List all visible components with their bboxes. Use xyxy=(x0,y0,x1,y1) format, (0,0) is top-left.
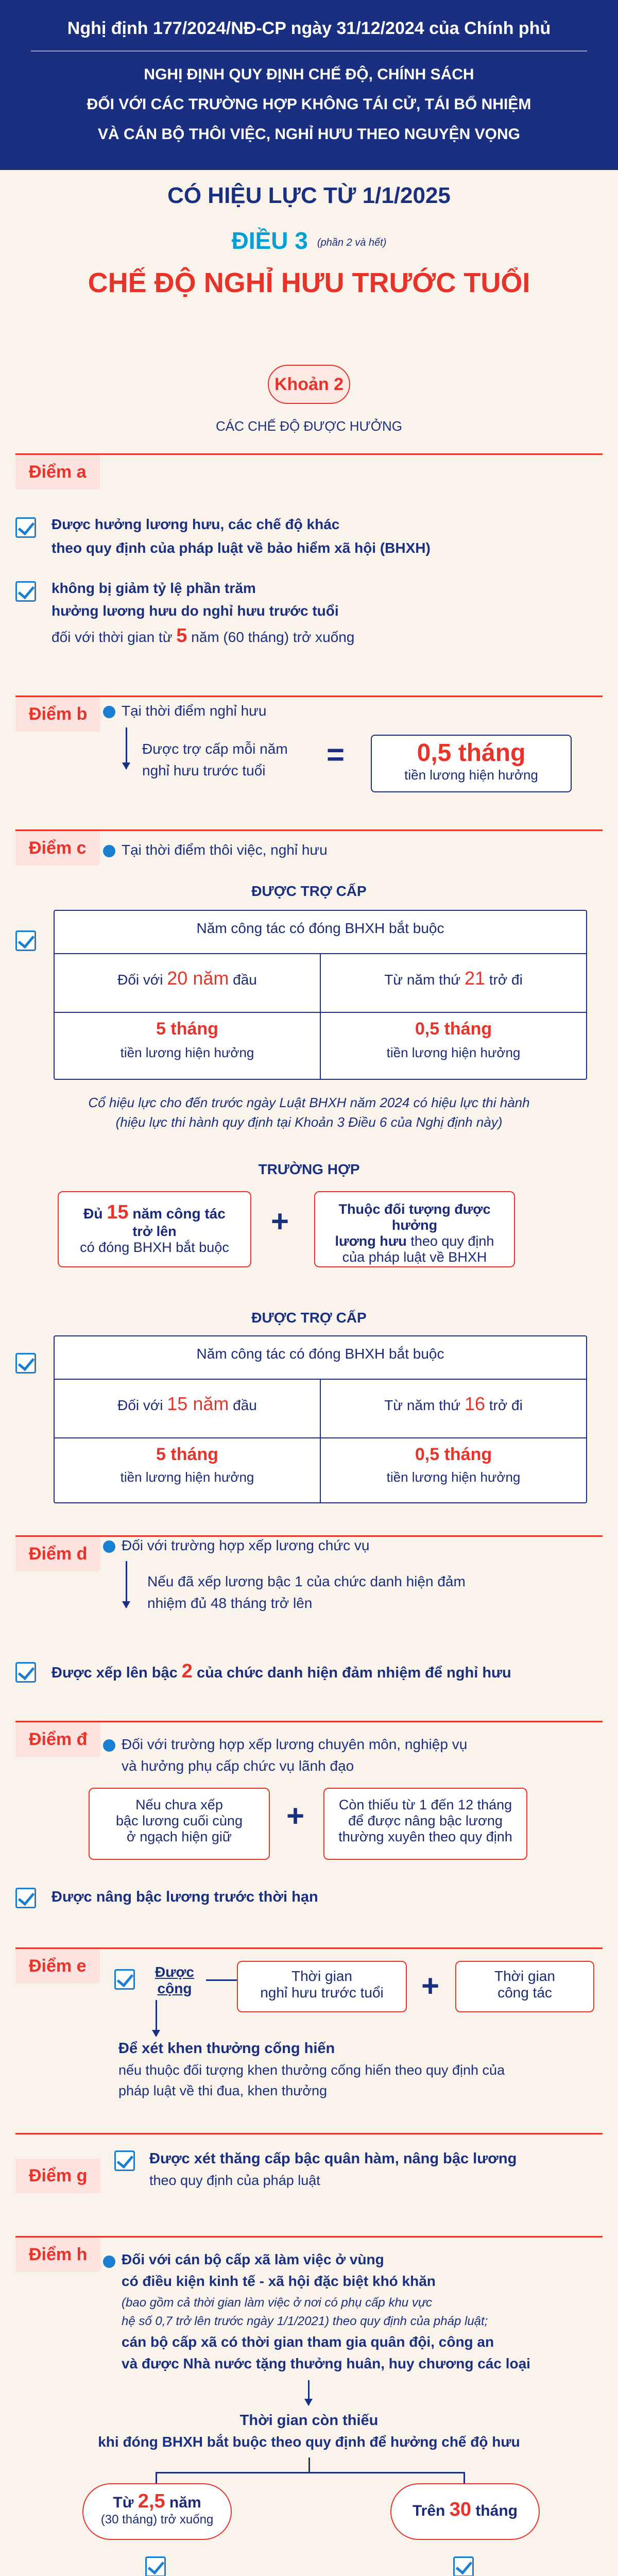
h-oval-r xyxy=(391,2499,539,2521)
c-t1-head: Năm công tác có đóng BHXH bắt buộc xyxy=(196,920,444,936)
plus-sign: + xyxy=(271,1204,289,1239)
c-case-title: TRƯỜNG HỢP xyxy=(258,1161,360,1177)
c-t1-right xyxy=(321,968,586,989)
c-t1-r-post: trở đi xyxy=(485,972,523,988)
c-case-r3: của pháp luật về BHXH xyxy=(342,1249,487,1265)
check-icon xyxy=(15,930,36,951)
a-item2c xyxy=(52,626,354,647)
h-oval-l1 xyxy=(83,2490,231,2513)
c-case-r2 xyxy=(315,1233,514,1249)
h-oval-l2: (30 tháng) trở xuống xyxy=(100,2513,214,2527)
bullet-icon xyxy=(103,1540,115,1553)
khoan-subtitle: CÁC CHẾ ĐỘ ĐƯỢC HƯỞNG xyxy=(215,418,402,434)
c-table-1 xyxy=(54,910,587,1080)
c-t2-left-val: 5 tháng xyxy=(156,1445,218,1464)
e-t2: nghỉ hưu trước tuổi xyxy=(260,1985,384,2001)
h-mid1: Thời gian còn thiếu xyxy=(239,2412,379,2429)
connector-line xyxy=(156,2472,157,2483)
d-sub1: Nếu đã xếp lương bậc 1 của chức danh hiện đảm xyxy=(147,1573,466,1589)
dd-lead2: và hưởng phụ cấp chức vụ lãnh đạo xyxy=(122,1758,354,1774)
e-c2: công tác xyxy=(497,1985,552,2001)
bullet-icon xyxy=(103,706,115,718)
check-icon xyxy=(145,2556,166,2576)
h-oval-r-post: tháng xyxy=(471,2502,518,2519)
b-sub1: Được trợ cấp mỗi năm xyxy=(142,741,288,757)
g-l2: theo quy định của pháp luật xyxy=(149,2173,320,2188)
h-l4: hệ số 0,7 trở lên trước ngày 1/1/2021) theo quy định của pháp luật; xyxy=(122,2314,488,2328)
b-value-box xyxy=(371,735,572,792)
c-case-l2: trở lên xyxy=(132,1224,177,1239)
check-icon xyxy=(15,1353,36,1374)
tab-diem-b: Điểm b xyxy=(15,697,100,732)
c-note-1: Cổ hiệu lực cho đến trước ngày Luật BHXH năm 2024 có hiệu lực thi hành xyxy=(88,1095,530,1110)
connector-line xyxy=(206,1979,237,1981)
khoan-badge: Khoản 2 xyxy=(268,365,350,404)
connector-line xyxy=(464,2472,465,2483)
header-line-2: ĐỐI VỚI CÁC TRƯỜNG HỢP KHÔNG TÁI CỬ, TÁI BỔ NHIỆM xyxy=(87,96,531,113)
e-res2: nếu thuộc đối tượng khen thưởng cống hiến theo quy định của xyxy=(118,2062,505,2078)
h-l2: có điều kiện kinh tế - xã hội đặc biệt khó khăn xyxy=(122,2273,436,2289)
plus-sign: + xyxy=(286,1799,305,1833)
e-cong-2: cộng xyxy=(157,1980,192,1996)
dd-l2: bậc lương cuối cùng xyxy=(116,1813,243,1828)
check-icon xyxy=(15,517,36,538)
c-t1-l-pre: Đối với xyxy=(117,972,167,988)
c-t1-r-num: 21 xyxy=(464,968,485,989)
b-sub2: nghỉ hưu trước tuổi xyxy=(142,762,266,778)
c-table-2 xyxy=(54,1335,587,1503)
check-icon xyxy=(15,1662,36,1683)
g-l1: Được xét thăng cấp bậc quân hàm, nâng bậc lương xyxy=(149,2150,517,2167)
c-note-2: (hiệu lực thi hành quy định tại Khoản 3 Điều 6 của Nghị định này) xyxy=(115,1114,503,1130)
a-item2c-num: 5 xyxy=(176,625,187,647)
c-case-left xyxy=(58,1191,251,1267)
h-oval-r-pre: Trên xyxy=(413,2502,450,2519)
c-lead: Tại thời điểm thôi việc, nghỉ hưu xyxy=(122,842,328,858)
tab-diem-e: Điểm e xyxy=(15,1949,100,1984)
article-title: ĐIỀU 3 xyxy=(231,227,308,254)
connector-line xyxy=(156,2472,465,2473)
article-name: CHẾ ĐỘ NGHỈ HƯU TRƯỚC TUỔI xyxy=(88,267,530,298)
dd-left-box xyxy=(89,1788,270,1860)
c-t2-l-num: 15 năm xyxy=(167,1393,229,1414)
tab-diem-a: Điểm a xyxy=(15,455,100,489)
b-value-sub: tiền lương hiện hưởng xyxy=(404,767,538,783)
c-t2-l-post: đầu xyxy=(229,1397,257,1413)
c-t1-left-val: 5 tháng xyxy=(156,1019,218,1039)
dd-result: Được nâng bậc lương trước thời hạn xyxy=(52,1889,318,1905)
header-line-3: VÀ CÁN BỘ THÔI VIỆC, NGHỈ HƯU THEO NGUYỆN VỌNG xyxy=(98,126,520,143)
c-case-l1 xyxy=(59,1201,250,1224)
e-res1: Để xét khen thưởng cống hiến xyxy=(118,2040,335,2057)
article-heading xyxy=(0,227,618,255)
c-case-r2a: lương hưu xyxy=(335,1233,407,1249)
bullet-icon xyxy=(103,2256,115,2268)
arrow-down-icon xyxy=(156,2000,157,2036)
dd-r2: để được nâng bậc lương xyxy=(348,1813,503,1828)
c-t2-head: Năm công tác có đóng BHXH bắt buộc xyxy=(196,1346,444,1362)
check-icon xyxy=(15,581,36,602)
c-t2-rule2 xyxy=(55,1437,586,1438)
header-line-1: NGHỊ ĐỊNH QUY ĐỊNH CHẾ ĐỘ, CHÍNH SÁCH xyxy=(144,66,474,83)
check-icon xyxy=(453,2556,474,2576)
d-lead: Đối với trường hợp xếp lương chức vụ xyxy=(122,1537,370,1553)
c-t1-r-pre: Từ năm thứ xyxy=(384,972,465,988)
h-oval-l1-num: 2,5 xyxy=(138,2490,165,2512)
e-t1: Thời gian xyxy=(291,1968,352,1984)
header-divider xyxy=(31,50,587,52)
c-case-l1-post: năm công tác xyxy=(128,1206,226,1222)
decree-title: Nghị định 177/2024/NĐ-CP ngày 31/12/2024 của Chính phủ xyxy=(67,19,551,38)
dd-r3: thường xuyên theo quy định xyxy=(338,1829,512,1844)
c-troc-cap-2: ĐƯỢC TRỢ CẤP xyxy=(251,1310,367,1326)
h-oval-left xyxy=(82,2483,232,2540)
c-case-right xyxy=(314,1191,515,1267)
h-l5: cán bộ cấp xã có thời gian tham gia quân đội, công an xyxy=(122,2334,494,2350)
dd-right-box xyxy=(323,1788,527,1860)
h-oval-l1-pre: Từ xyxy=(113,2494,138,2511)
c-case-r1: Thuộc đối tượng được hưởng xyxy=(338,1201,491,1233)
arrow-down-icon xyxy=(126,727,127,769)
tab-diem-g: Điểm g xyxy=(15,2159,100,2193)
d-res-pre: Được xếp lên bậc xyxy=(52,1665,182,1681)
a-item1b: theo quy định của pháp luật về bảo hiểm xã hội (BHXH) xyxy=(52,540,431,556)
h-oval-r-num: 30 xyxy=(449,2499,471,2520)
header-banner xyxy=(0,0,618,170)
d-sub2: nhiệm đủ 48 tháng trở lên xyxy=(147,1595,313,1611)
c-t2-r-num: 16 xyxy=(464,1393,485,1414)
tab-diem-dd: Điểm đ xyxy=(15,1722,100,1757)
dd-r1: Còn thiếu từ 1 đến 12 tháng xyxy=(338,1797,512,1812)
d-res-num: 2 xyxy=(181,1660,193,1682)
c-t1-right-val: 0,5 tháng xyxy=(415,1019,492,1039)
a-item1: Được hưởng lương hưu, các chế độ khác xyxy=(52,516,340,532)
c-t1-l-num: 20 năm xyxy=(167,968,229,989)
h-oval-right xyxy=(390,2483,540,2540)
d-result xyxy=(52,1662,511,1682)
e-box-1 xyxy=(237,1961,407,2012)
c-case-l1-num: 15 xyxy=(107,1201,129,1223)
tab-diem-h: Điểm h xyxy=(15,2238,100,2272)
h-l6: và được Nhà nước tặng thưởng huân, huy chương các loại xyxy=(122,2355,530,2371)
b-value: 0,5 tháng xyxy=(417,739,526,767)
bullet-icon xyxy=(103,845,115,857)
dd-l3: ở ngạch hiện giữ xyxy=(127,1829,232,1844)
c-troc-cap-1: ĐƯỢC TRỢ CẤP xyxy=(251,883,367,899)
c-case-l1-pre: Đủ xyxy=(83,1206,107,1222)
e-box-2 xyxy=(455,1961,594,2012)
e-cong xyxy=(146,1964,203,1997)
arrow-down-icon xyxy=(308,2380,310,2405)
arrow-down-icon xyxy=(126,1561,127,1607)
c-t1-left-sub: tiền lương hiện hưởng xyxy=(120,1045,254,1060)
check-icon xyxy=(15,1888,36,1908)
c-t2-l-pre: Đối với xyxy=(117,1397,167,1413)
a-item2c-pre: đối với thời gian từ xyxy=(52,629,177,645)
dd-l1: Nếu chưa xếp xyxy=(135,1797,223,1812)
bullet-icon xyxy=(103,1739,115,1752)
c-t2-left xyxy=(55,1393,320,1415)
h-oval-l1-post: năm xyxy=(165,2494,201,2511)
c-t2-right-sub: tiền lương hiện hưởng xyxy=(386,1469,521,1485)
article-note: (phần 2 và hết) xyxy=(317,236,387,248)
h-l3: (bao gồm cả thời gian làm việc ở nơi có phụ cấp khu vực xyxy=(122,2296,433,2310)
h-mid2: khi đóng BHXH bắt buộc theo quy định để hưởng chế độ hưu xyxy=(98,2434,520,2450)
dd-lead1: Đối với trường hợp xếp lương chuyên môn, nghiệp vụ xyxy=(122,1736,468,1752)
plus-sign: + xyxy=(421,1969,440,2003)
c-t2-right-val: 0,5 tháng xyxy=(415,1445,492,1464)
check-icon xyxy=(114,1969,135,1990)
a-item2: không bị giảm tỷ lệ phần trăm xyxy=(52,580,256,596)
effective-date: CÓ HIỆU LỰC TỪ 1/1/2025 xyxy=(167,183,451,208)
tab-diem-d: Điểm d xyxy=(15,1537,100,1571)
e-res3: pháp luật về thi đua, khen thưởng xyxy=(118,2083,328,2098)
check-icon xyxy=(114,2150,135,2171)
c-t1-rule2 xyxy=(55,1012,586,1013)
c-t1-l-post: đầu xyxy=(229,972,257,988)
c-t1-left xyxy=(55,968,320,989)
b-lead: Tại thời điểm nghỉ hưu xyxy=(122,703,267,719)
h-l1: Đối với cán bộ cấp xã làm việc ở vùng xyxy=(122,2251,384,2267)
equals-sign: = xyxy=(327,737,345,772)
d-res-post: của chức danh hiện đảm nhiệm để nghỉ hưu xyxy=(192,1665,511,1681)
e-c1: Thời gian xyxy=(494,1968,555,1984)
c-t1-right-sub: tiền lương hiện hưởng xyxy=(386,1045,521,1060)
c-t2-r-pre: Từ năm thứ xyxy=(384,1397,465,1413)
connector-line xyxy=(308,2458,310,2473)
c-t2-right xyxy=(321,1393,586,1415)
c-case-l3: có đóng BHXH bắt buộc xyxy=(80,1240,229,1255)
c-t2-left-sub: tiền lương hiện hưởng xyxy=(120,1469,254,1485)
tab-diem-c: Điểm c xyxy=(15,831,100,866)
a-item2c-post: năm (60 tháng) trở xuống xyxy=(187,629,355,645)
a-item2b: hưởng lương hưu do nghỉ hưu trước tuổi xyxy=(52,603,339,619)
c-case-r2b: theo quy định xyxy=(406,1233,494,1249)
e-cong-1: Được xyxy=(155,1964,194,1980)
c-t2-r-post: trở đi xyxy=(485,1397,523,1413)
